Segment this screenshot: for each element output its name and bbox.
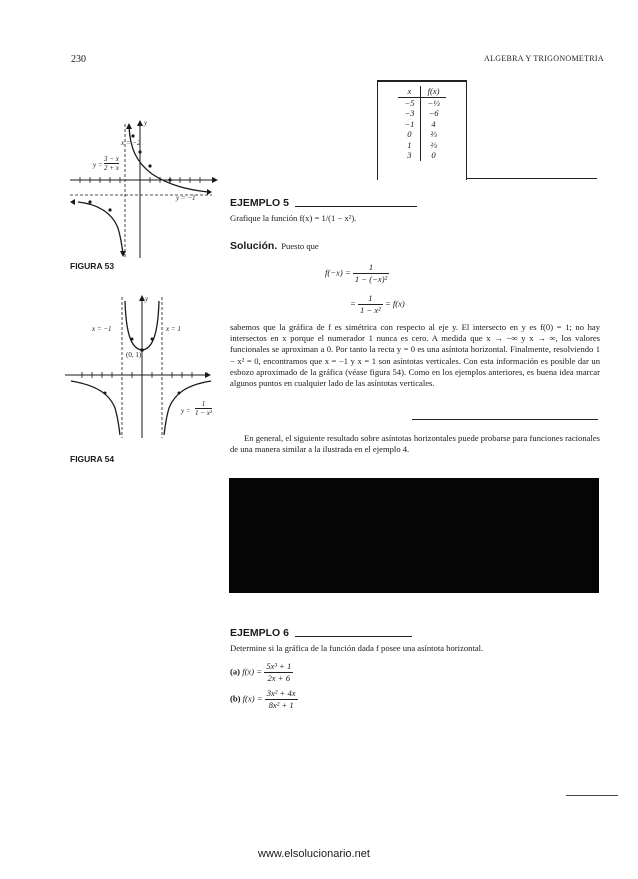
- fig53-label-horizontal-asymptote: y = −1: [176, 194, 196, 202]
- part-b-denominator: 8x² + 1: [268, 700, 294, 710]
- table-cell-fx: −⅓: [427, 97, 440, 108]
- part-a-label: (a): [230, 666, 241, 677]
- fig53-label-fn-fraction: [104, 155, 119, 172]
- table-cell-x: 0: [398, 129, 421, 140]
- eq2-denominator: 1 − x²: [359, 305, 381, 315]
- eq1-fraction: [353, 262, 389, 285]
- fig54-fn-denominator: 1 − x²: [195, 409, 212, 417]
- example-5-paragraph: sabemos que la gráfica de f es simétrica con respecto al eje y. El intersecto en y es f(0) = 1; no hay intersectos en x porque el numerador 1 nunca es cero. A medida que x → −∞ y x → ∞, los valores funcionales se aproximan a 0. Por tanto la recta y = 0 es una asíntota horizontal. Finalmente, resolviendo 1 − x² = 0, encontramos que x = −1 y x = 1 son asíntotas verticales. Con esta información es posible dar un esbozo aproximado de la gráfica (véase figura 54). Como en los ejemplos anteriores, es buena idea marcar algunos puntos en cualquier lado de las asíntotas verticales.: [230, 322, 600, 389]
- fig54-left-branch: [71, 381, 120, 435]
- table-cell-fx: −6: [428, 108, 439, 118]
- table-cell-x: 3: [398, 150, 421, 161]
- example-6-title-rule: [295, 636, 412, 637]
- table-row: [398, 140, 445, 151]
- general-paragraph: En general, el siguiente resultado sobre asíntotas horizontales puede probarse para funciones racionales de una manera similar a la ilustrada en el ejemplo 4.: [230, 433, 600, 455]
- solution-lead: Puesto que: [281, 241, 319, 251]
- eq2-numerator: 1: [358, 293, 383, 305]
- fig54-label-x: x: [205, 370, 209, 378]
- part-b-fraction: [265, 688, 298, 711]
- fig53-label-vertical-asymptote: x = −2: [121, 139, 141, 147]
- value-table-frame: [377, 80, 467, 180]
- eq1-denominator: 1 − (−x)²: [354, 274, 388, 284]
- table-cell-x: −3: [398, 108, 421, 119]
- running-title: ALGEBRA Y TRIGONOMETRIA: [484, 54, 604, 63]
- part-a-lhs: f(x) =: [242, 666, 263, 677]
- part-a-fraction: [264, 661, 293, 684]
- example-5-title: EJEMPLO 5: [230, 197, 289, 209]
- page-number: 230: [71, 54, 86, 65]
- figure-54-graph: [65, 293, 215, 438]
- fig54-label-fn-fraction: [195, 400, 212, 417]
- fig53-label-fn-lhs: y =: [93, 161, 103, 169]
- footer-url[interactable]: www.elsolucionario.net: [258, 848, 370, 860]
- example-6-statement: Determine si la gráfica de la función dada f posee una asíntota horizontal.: [230, 643, 484, 653]
- fig54-label-left-asymptote: x = −1: [92, 325, 112, 333]
- example-5-equation-1: [325, 262, 389, 285]
- fig54-label-y: y: [145, 295, 149, 303]
- fig53-fn-denominator: 2 + x: [104, 164, 119, 172]
- fig53-fn-numerator: 3 − x: [104, 155, 119, 163]
- part-b-numerator: 3x² + 4x: [266, 688, 296, 698]
- table-cell-x: −1: [398, 119, 421, 130]
- part-a-denominator: 2x + 6: [267, 673, 291, 683]
- figure-53-graph: [70, 118, 220, 258]
- part-b-label: (b): [230, 693, 241, 704]
- eq2-rhs: = f(x): [384, 298, 405, 309]
- eq1-numerator: 1: [353, 262, 389, 274]
- figure-53-caption: FIGURA 53: [70, 261, 115, 271]
- table-row: [398, 150, 445, 161]
- example-5-statement: Grafique la función f(x) = 1/(1 − x²).: [230, 213, 357, 223]
- table-header-fx: f(x): [421, 86, 446, 97]
- value-table: [398, 86, 445, 161]
- rule-example-5-end: [412, 419, 598, 420]
- table-row: [398, 97, 445, 108]
- part-b-lhs: f(x) =: [242, 693, 263, 704]
- example-5-title-rule: [295, 206, 417, 207]
- table-row: [398, 129, 445, 140]
- example-6-part-b: [230, 688, 298, 711]
- table-header-x: x: [398, 86, 421, 97]
- example-6-part-a: [230, 661, 293, 684]
- part-a-numerator: 5x³ + 1: [266, 661, 292, 671]
- fig54-label-fn-lhs: y =: [181, 407, 191, 415]
- fig53-y-arrow: [137, 120, 143, 126]
- fig54-label-point: (0, 1): [126, 351, 142, 359]
- eq1-lhs: f(−x) =: [325, 267, 351, 278]
- fig53-left-branch: [78, 202, 123, 254]
- fig54-fn-numerator: 1: [195, 400, 212, 409]
- table-cell-fx: 4: [431, 118, 436, 129]
- solution-label: Solución.: [230, 240, 278, 252]
- table-cell-fx: 0: [431, 150, 436, 160]
- fig54-label-right-asymptote: x = 1: [166, 325, 181, 333]
- fig53-label-x: x: [212, 175, 216, 183]
- table-row: [398, 119, 445, 130]
- example-6-title: EJEMPLO 6: [230, 627, 289, 639]
- example-5-equation-2: [350, 293, 405, 316]
- rule-bottom-right: [566, 795, 618, 796]
- table-cell-x: −5: [398, 97, 421, 108]
- blacked-out-box: [229, 478, 599, 593]
- eq2-lhs: =: [350, 298, 356, 309]
- eq2-fraction: [358, 293, 383, 316]
- table-cell-fx: ⅔: [430, 129, 437, 139]
- table-cell-fx: ⅔: [430, 139, 437, 150]
- table-row: [398, 108, 445, 119]
- fig53-right-branch: [129, 126, 208, 192]
- fig53-label-y: y: [144, 119, 148, 127]
- example-5-solution-heading: [230, 236, 319, 254]
- rule-table-end: [467, 178, 597, 179]
- figure-54-caption: FIGURA 54: [70, 454, 115, 464]
- table-cell-x: 1: [398, 140, 421, 151]
